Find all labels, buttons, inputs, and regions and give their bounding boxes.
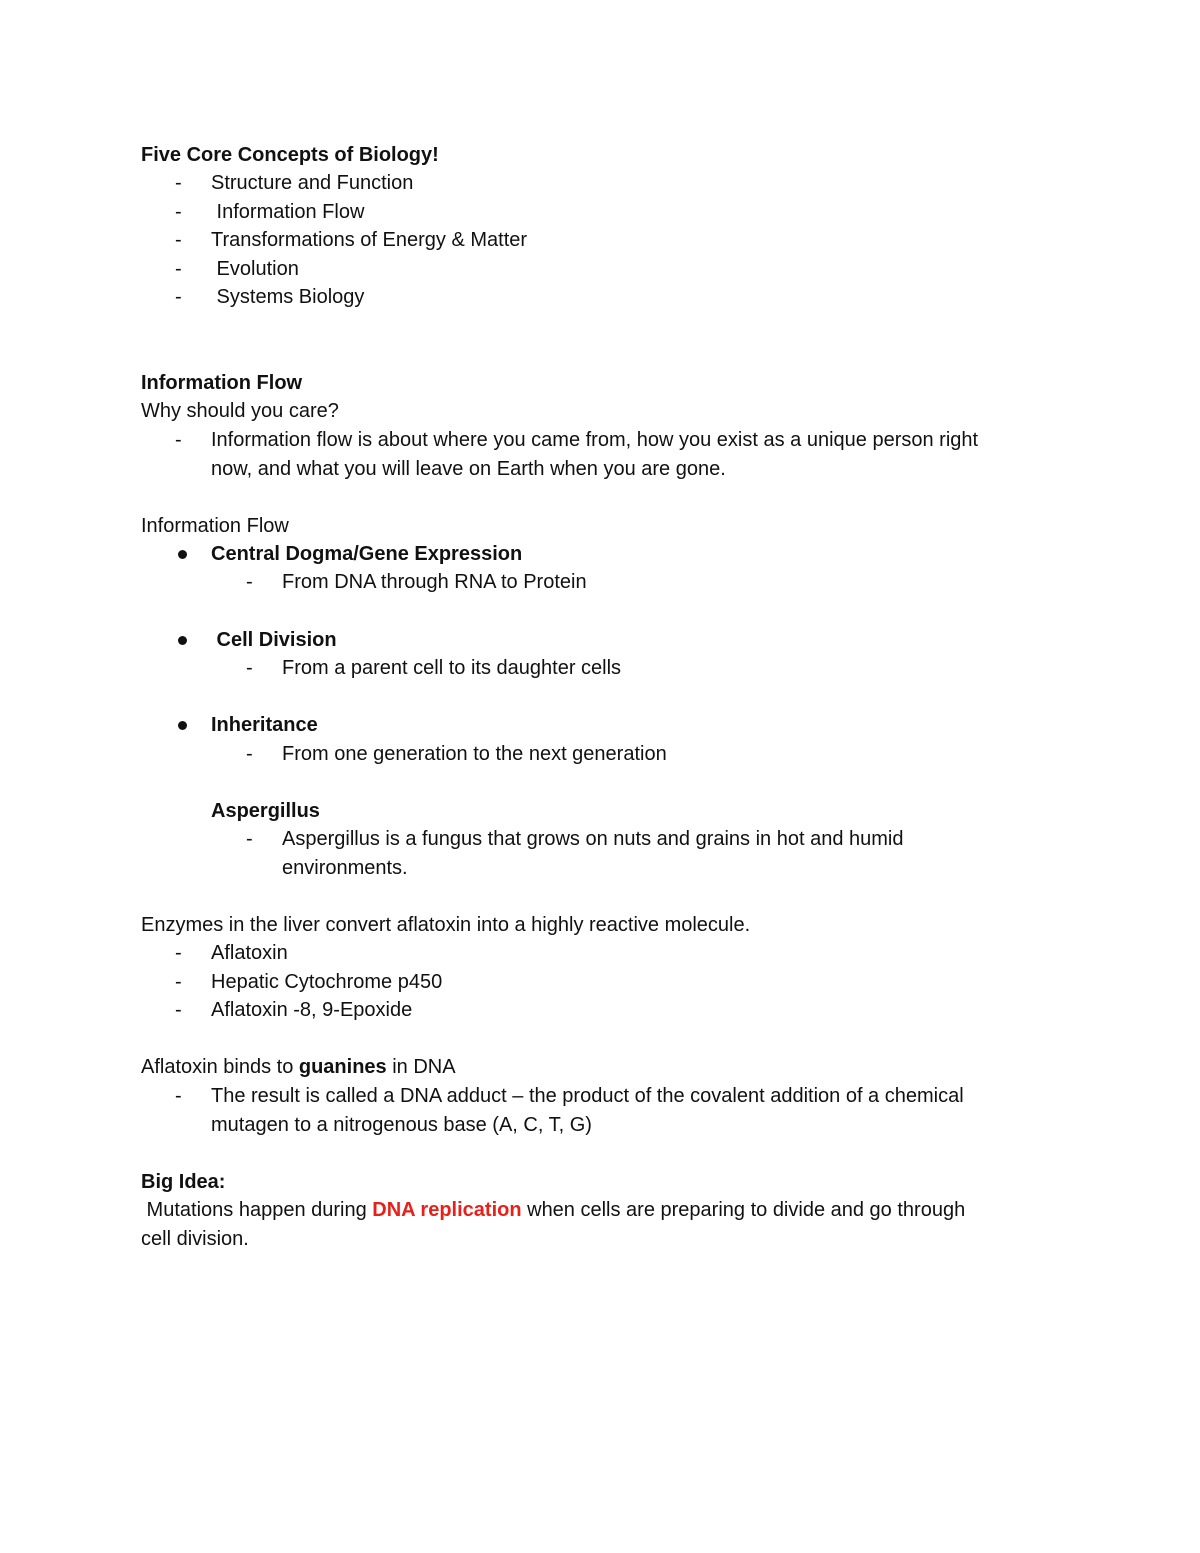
core-concept-item: Systems Biology <box>211 286 365 308</box>
info-flow-heading: Information Flow <box>141 372 303 394</box>
aspergillus-line1: Aspergillus is a fungus that grows on nuts and grains in hot and humid <box>282 828 904 850</box>
list-dash: - <box>246 828 253 850</box>
aspergillus-line2: environments. <box>282 857 408 879</box>
list-dash: - <box>175 1085 182 1107</box>
info-flow-type-detail: From DNA through RNA to Protein <box>282 571 587 593</box>
list-dash: - <box>175 971 182 993</box>
big-idea-heading: Big Idea: <box>141 1171 226 1193</box>
list-dash: - <box>246 743 253 765</box>
aspergillus-heading: Aspergillus <box>211 800 320 822</box>
binding-line2: mutagen to a nitrogenous base (A, C, T, G) <box>211 1114 592 1136</box>
info-flow-types-heading: Information Flow <box>141 515 289 537</box>
binding-prefix: Aflatoxin binds to <box>141 1056 299 1078</box>
core-concepts-heading: Five Core Concepts of Biology! <box>141 144 439 166</box>
bullet-icon <box>178 636 187 645</box>
info-flow-question: Why should you care? <box>141 400 339 422</box>
enzymes-intro: Enzymes in the liver convert aflatoxin into a highly reactive molecule. <box>141 914 751 936</box>
list-dash: - <box>175 286 182 308</box>
list-dash: - <box>175 229 182 251</box>
info-flow-type-detail: From one generation to the next generation <box>282 743 667 765</box>
list-dash: - <box>175 172 182 194</box>
info-flow-type-detail: From a parent cell to its daughter cells <box>282 657 622 679</box>
info-flow-type-title: Inheritance <box>211 714 318 736</box>
list-dash: - <box>246 657 253 679</box>
core-concept-item: Structure and Function <box>211 172 414 194</box>
binding-suffix: in DNA <box>386 1056 456 1078</box>
info-flow-answer-line1: Information flow is about where you came from, how you exist as a unique person right <box>211 429 979 451</box>
big-idea-highlight: DNA replication <box>372 1199 522 1221</box>
info-flow-type-title: Cell Division <box>211 629 337 651</box>
enzyme-item: Hepatic Cytochrome p450 <box>211 971 443 993</box>
bullet-icon <box>178 550 187 559</box>
binding-line1: The result is called a DNA adduct – the product of the covalent addition of a chemical <box>211 1085 964 1107</box>
info-flow-answer-line2: now, and what you will leave on Earth when you are gone. <box>211 458 726 480</box>
core-concept-item: Evolution <box>211 258 299 280</box>
list-dash: - <box>175 201 182 223</box>
list-dash: - <box>175 258 182 280</box>
big-idea-line2: cell division. <box>141 1228 249 1250</box>
bullet-icon <box>178 721 187 730</box>
list-dash: - <box>175 429 182 451</box>
core-concept-item: Transformations of Energy & Matter <box>211 229 528 251</box>
info-flow-type-title: Central Dogma/Gene Expression <box>211 543 523 565</box>
binding-sentence <box>141 1055 456 1079</box>
list-dash: - <box>175 942 182 964</box>
list-dash: - <box>246 571 253 593</box>
enzyme-item: Aflatoxin -8, 9-Epoxide <box>211 999 413 1021</box>
big-idea-suffix: when cells are preparing to divide and go through <box>521 1199 966 1221</box>
big-idea-sentence <box>141 1198 965 1222</box>
core-concept-item: Information Flow <box>211 201 365 223</box>
list-dash: - <box>175 999 182 1021</box>
binding-bold-term: guanines <box>298 1056 387 1078</box>
enzyme-item: Aflatoxin <box>211 942 288 964</box>
big-idea-prefix: Mutations happen during <box>141 1199 373 1221</box>
